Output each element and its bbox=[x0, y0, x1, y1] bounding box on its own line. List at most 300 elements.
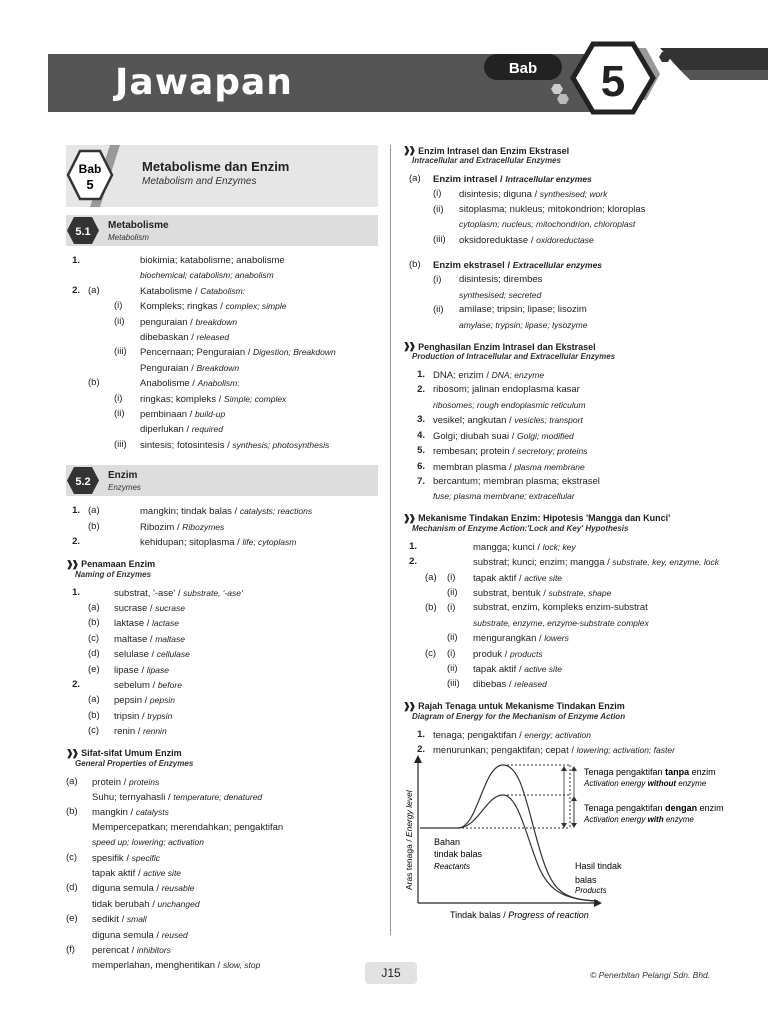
answer-text bbox=[140, 422, 223, 437]
answer-ms: oksidoreduktase / bbox=[459, 234, 537, 246]
answer-text bbox=[473, 571, 562, 586]
answer-ms: DNA; enzim / bbox=[433, 370, 492, 382]
answer-line bbox=[66, 821, 378, 835]
section-5-1-answers bbox=[66, 254, 378, 453]
answer-ms: sedikit / bbox=[92, 914, 127, 926]
answer-line bbox=[403, 677, 748, 692]
item-number bbox=[66, 392, 88, 407]
production-answers bbox=[403, 368, 748, 505]
answer-line bbox=[66, 805, 378, 820]
answer-ms: tenaga; pengaktifan / bbox=[433, 729, 525, 741]
item-label bbox=[66, 821, 92, 835]
item-roman: (i) bbox=[447, 571, 456, 583]
item-label: (e) bbox=[66, 913, 78, 925]
answer-en: unchanged bbox=[157, 898, 200, 909]
item-roman bbox=[114, 504, 140, 519]
answer-text bbox=[114, 678, 182, 693]
label-without-enzyme: Tenaga pengaktifan tanpa enzim bbox=[584, 767, 716, 777]
answer-text bbox=[473, 555, 719, 570]
item-number: 2. bbox=[72, 678, 80, 690]
item-roman bbox=[447, 540, 473, 555]
answer-ms: menurunkan; pengaktifan; cepat / bbox=[433, 745, 577, 757]
section-5-1-header bbox=[66, 215, 378, 246]
answer-en: products bbox=[509, 648, 543, 659]
item-number bbox=[66, 361, 88, 376]
answer-ms: penguraian / bbox=[140, 316, 196, 328]
item-letter: (a) bbox=[425, 571, 437, 583]
answer-line bbox=[66, 422, 378, 437]
item-letter bbox=[88, 254, 114, 268]
item-letter bbox=[88, 678, 114, 693]
answer-line bbox=[66, 284, 378, 299]
item-label: 7. bbox=[417, 475, 425, 487]
answer-line bbox=[403, 728, 748, 743]
answer-text bbox=[433, 429, 574, 444]
chapter-box bbox=[66, 145, 378, 207]
answer-ms: substrat; kunci; enzim; mangga / bbox=[473, 557, 613, 569]
answer-en: Intracellular enzymes bbox=[505, 174, 592, 184]
answer-text bbox=[92, 775, 159, 790]
item-letter: (a) bbox=[409, 173, 421, 184]
answer-text bbox=[114, 601, 185, 616]
item-letter: (d) bbox=[88, 648, 100, 660]
answer-line bbox=[66, 268, 378, 283]
answer-text bbox=[114, 647, 190, 662]
answer-line bbox=[403, 398, 748, 413]
item-letter bbox=[425, 586, 447, 601]
answer-line bbox=[66, 943, 378, 958]
answer-ms: Katabolisme / bbox=[140, 285, 201, 297]
item-number bbox=[66, 693, 88, 708]
answer-ms: sintesis; fotosintesis / bbox=[140, 439, 233, 451]
answer-ms: sitoplasma; nukleus; mitokondrion; kloroplas bbox=[459, 203, 646, 215]
answer-line bbox=[403, 203, 748, 217]
answer-en: secretory; proteins bbox=[517, 446, 588, 457]
item-label: 2. bbox=[417, 384, 425, 396]
section-title: Enzim bbox=[108, 470, 138, 482]
answer-text bbox=[114, 663, 169, 678]
answer-en: Extracellular enzymes bbox=[512, 260, 603, 271]
answer-text bbox=[92, 821, 283, 835]
svg-text:5: 5 bbox=[86, 177, 94, 192]
answer-text bbox=[433, 460, 585, 475]
answer-en: lactase bbox=[152, 618, 179, 629]
answer-line bbox=[66, 407, 378, 422]
answer-text bbox=[473, 647, 543, 662]
energy-diagram bbox=[398, 755, 758, 930]
item-roman: (ii) bbox=[433, 203, 444, 215]
answer-line bbox=[66, 330, 378, 345]
item-letter bbox=[425, 662, 447, 677]
item-label: (a) bbox=[66, 775, 78, 787]
answer-en: substrate, enzyme, enzyme-substrate complex bbox=[473, 617, 649, 628]
answer-line bbox=[66, 616, 378, 631]
svg-text:5.2: 5.2 bbox=[75, 476, 91, 489]
item-number bbox=[403, 571, 425, 586]
answer-line bbox=[66, 928, 378, 943]
item-number bbox=[66, 422, 88, 437]
svg-text:5.1: 5.1 bbox=[75, 226, 91, 238]
answer-ms: disintesis; dirembes bbox=[459, 274, 543, 286]
answer-ms: ribosom; jalinan endoplasma kasar bbox=[433, 384, 580, 396]
chapter-subtitle: Metabolism and Enzymes bbox=[142, 176, 257, 187]
answer-line bbox=[66, 438, 378, 453]
answer-ms: pembinaan / bbox=[140, 409, 195, 421]
answer-text bbox=[92, 958, 260, 973]
answer-line bbox=[66, 663, 378, 678]
item-number bbox=[66, 438, 88, 453]
item-number bbox=[66, 376, 88, 391]
answer-ms: disintesis; diguna / bbox=[459, 189, 540, 201]
answer-text bbox=[92, 835, 204, 850]
answer-ms: biokimia; katabolisme; anabolisme bbox=[140, 255, 285, 266]
svg-text:Bab: Bab bbox=[78, 162, 102, 176]
answer-ms: Penguraian / bbox=[140, 362, 197, 374]
item-letter bbox=[425, 555, 447, 570]
answer-ms: Pencernaan; Penguraian / bbox=[140, 347, 254, 359]
item-label: (b) bbox=[66, 806, 78, 818]
answer-en: temperature; denatured bbox=[173, 791, 263, 802]
item-label bbox=[66, 866, 92, 881]
item-label bbox=[66, 897, 92, 912]
item-roman bbox=[447, 555, 473, 570]
answer-text bbox=[114, 616, 179, 631]
item-number bbox=[66, 709, 88, 724]
item-number bbox=[66, 601, 88, 616]
answer-text bbox=[473, 586, 611, 601]
page-title: Jawapan bbox=[115, 62, 293, 103]
answer-line bbox=[403, 273, 748, 287]
answer-en: substrate, shape bbox=[548, 587, 612, 598]
answer-ms: spesifik / bbox=[92, 852, 132, 864]
answer-en: before bbox=[157, 679, 182, 690]
item-roman: (ii) bbox=[433, 304, 444, 316]
item-letter bbox=[88, 407, 114, 422]
answer-ms: perencat / bbox=[92, 945, 137, 957]
answer-text bbox=[140, 315, 237, 330]
item-number: 1. bbox=[409, 540, 417, 552]
item-number: 1. bbox=[72, 505, 80, 517]
answer-en: pepsin bbox=[149, 695, 175, 706]
answer-line bbox=[66, 897, 378, 912]
answer-text bbox=[140, 535, 296, 550]
answer-ms: Ribozim / bbox=[140, 521, 183, 533]
item-letter bbox=[88, 422, 114, 437]
products-label: Hasil tindak bbox=[575, 861, 622, 871]
item-letter: (b) bbox=[88, 520, 100, 532]
answer-text bbox=[140, 438, 329, 453]
answer-text bbox=[433, 383, 580, 397]
answer-text bbox=[114, 724, 167, 739]
answer-en: Anabolism: bbox=[197, 378, 240, 389]
answer-ms: dibebaskan / bbox=[140, 332, 197, 344]
answer-text bbox=[92, 805, 169, 820]
item-letter bbox=[88, 361, 114, 376]
item-label: 5. bbox=[417, 445, 425, 457]
answer-en: substrate, key, enzyme, lock bbox=[612, 557, 720, 568]
answer-ms: amilase; tripsin; lipase; lisozim bbox=[459, 304, 587, 316]
answer-ms: Golgi; diubah suai / bbox=[433, 430, 517, 442]
answer-en: breakdown bbox=[195, 316, 238, 327]
item-letter bbox=[88, 392, 114, 407]
answer-line bbox=[66, 881, 378, 896]
answer-line bbox=[66, 504, 378, 519]
answer-text bbox=[459, 217, 635, 232]
answer-line bbox=[66, 632, 378, 647]
answer-text bbox=[473, 631, 569, 646]
answer-ms: pepsin / bbox=[114, 695, 150, 707]
mechanism-answers bbox=[403, 540, 748, 693]
naming-heading: ❱❱ Penamaan Enzim Naming of Enzymes bbox=[66, 558, 156, 579]
answer-en: required bbox=[191, 424, 223, 435]
right-column bbox=[403, 145, 748, 759]
answer-text bbox=[459, 203, 645, 217]
answer-line bbox=[403, 444, 748, 459]
answer-en: complex; simple bbox=[225, 301, 287, 312]
item-letter bbox=[88, 586, 114, 601]
answer-line bbox=[403, 475, 748, 489]
answer-ms: bercantum; membran plasma; ekstrasel bbox=[433, 475, 600, 487]
answer-en: fuse; plasma membrane; extracellular bbox=[433, 491, 575, 502]
answer-en: proteins bbox=[128, 776, 160, 787]
answer-text bbox=[92, 790, 262, 805]
item-roman: (i) bbox=[433, 274, 442, 286]
answer-line bbox=[403, 662, 748, 677]
answer-line bbox=[403, 288, 748, 303]
answer-ms: tapak aktif / bbox=[473, 663, 525, 675]
answer-line bbox=[66, 958, 378, 973]
answer-text bbox=[473, 616, 649, 631]
answer-line bbox=[66, 866, 378, 881]
properties-heading: ❱❱ Sifat-sifat Umum Enzim General Properties of Enzymes bbox=[66, 747, 194, 768]
item-letter: (c) bbox=[425, 647, 437, 659]
item-letter: (b) bbox=[409, 259, 421, 271]
item-letter: (a) bbox=[88, 505, 100, 517]
label-with-enzyme: Tenaga pengaktifan dengan enzim bbox=[584, 803, 724, 813]
answer-en: lowers bbox=[544, 633, 569, 644]
answer-line bbox=[403, 647, 748, 662]
answer-line bbox=[66, 586, 378, 601]
item-number bbox=[403, 631, 425, 646]
item-letter: (b) bbox=[88, 377, 100, 389]
answer-en: small bbox=[126, 914, 147, 925]
item-number bbox=[66, 663, 88, 678]
answer-en: active site bbox=[524, 663, 563, 674]
energy-answers bbox=[403, 728, 748, 759]
answer-ms: mangkin / bbox=[92, 807, 136, 819]
answer-ms: dibebas / bbox=[473, 679, 515, 691]
production-heading: ❱❱ Penghasilan Enzim Intrasel dan Ekstrasel Production of Intracellular and Extracellular Enzymes bbox=[403, 341, 616, 362]
answer-en: synthesised; work bbox=[539, 189, 608, 200]
answer-en: ribosomes; rough endoplasmic reticulum bbox=[433, 399, 586, 410]
item-label: 2. bbox=[417, 744, 425, 756]
answer-en: inhibitors bbox=[136, 945, 171, 956]
answer-text bbox=[92, 928, 188, 943]
answer-text bbox=[140, 268, 274, 283]
item-letter: (b) bbox=[88, 617, 100, 629]
answer-ms: Enzim intrasel / bbox=[433, 174, 506, 185]
answer-ms: mengurangkan / bbox=[473, 633, 545, 645]
section-subtitle: Metabolism bbox=[108, 233, 149, 242]
answer-line bbox=[66, 647, 378, 662]
item-label: 3. bbox=[417, 414, 425, 426]
item-roman bbox=[114, 361, 140, 376]
answer-line bbox=[66, 315, 378, 330]
answer-line bbox=[66, 709, 378, 724]
answer-ms: tidak berubah / bbox=[92, 898, 158, 910]
answer-line bbox=[403, 303, 748, 317]
answer-line bbox=[66, 392, 378, 407]
answer-ms: tapak aktif / bbox=[473, 572, 525, 584]
item-number: 2. bbox=[72, 536, 80, 548]
item-roman bbox=[114, 520, 140, 535]
answer-en: maltase bbox=[155, 633, 185, 644]
item-number bbox=[403, 647, 425, 662]
answer-text bbox=[433, 172, 592, 187]
answer-ms: sucrase / bbox=[114, 602, 156, 614]
answer-text bbox=[473, 601, 648, 615]
answer-text bbox=[433, 475, 600, 489]
answer-en: catalysts bbox=[135, 807, 169, 818]
item-number bbox=[66, 632, 88, 647]
item-number bbox=[66, 299, 88, 314]
item-number bbox=[403, 677, 425, 692]
item-letter bbox=[88, 535, 114, 550]
item-number bbox=[66, 345, 88, 360]
item-roman bbox=[114, 422, 140, 437]
column-divider bbox=[390, 145, 391, 935]
svg-text:Products: Products bbox=[575, 886, 607, 895]
properties-answers bbox=[66, 775, 378, 974]
answer-line bbox=[66, 724, 378, 739]
answer-text bbox=[92, 897, 200, 912]
page-number: J15 bbox=[365, 962, 417, 984]
item-number bbox=[403, 662, 425, 677]
answer-en: active site bbox=[524, 572, 563, 583]
answer-ms: kehidupan; sitoplasma / bbox=[140, 537, 243, 549]
item-roman: (ii) bbox=[114, 408, 125, 420]
answer-text bbox=[140, 361, 239, 376]
item-letter: (b) bbox=[425, 602, 437, 614]
answer-text bbox=[114, 693, 175, 708]
item-roman: (iii) bbox=[114, 438, 127, 450]
left-column bbox=[66, 145, 378, 974]
answer-en: Golgi; modified bbox=[516, 430, 574, 441]
answer-en: catalysts; reactions bbox=[239, 506, 313, 517]
energy-heading: ❱❱ Rajah Tenaga untuk Mekanisme Tindakan Enzim Diagram of Energy for the Mechanism of Enzyme Action bbox=[403, 700, 626, 721]
answer-text bbox=[433, 489, 575, 504]
answer-text bbox=[140, 254, 285, 268]
item-number bbox=[403, 601, 425, 615]
item-roman bbox=[433, 288, 459, 303]
answer-line bbox=[66, 912, 378, 927]
item-roman: (ii) bbox=[447, 662, 458, 674]
section-subtitle: Enzymes bbox=[108, 483, 141, 493]
item-letter bbox=[88, 438, 114, 453]
answer-text bbox=[114, 586, 243, 601]
bab-badge bbox=[470, 40, 768, 130]
answer-line bbox=[66, 851, 378, 866]
answer-ms: vesikel; angkutan / bbox=[433, 415, 515, 427]
naming-answers bbox=[66, 586, 378, 740]
item-number bbox=[66, 407, 88, 422]
answer-ms: mangkin; tindak balas / bbox=[140, 506, 240, 518]
item-roman: (ii) bbox=[114, 315, 125, 327]
answer-line bbox=[403, 429, 748, 444]
spacer bbox=[403, 248, 748, 254]
svg-text:Activation energy with enzyme: Activation energy with enzyme bbox=[584, 815, 694, 824]
answer-en: reused bbox=[161, 929, 188, 940]
item-number: 1. bbox=[72, 255, 80, 266]
answer-text bbox=[114, 709, 172, 724]
answer-ms: tripsin / bbox=[114, 710, 148, 722]
answer-line bbox=[403, 489, 748, 504]
answer-line bbox=[66, 376, 378, 391]
answer-en: biochemical; catabolism; anabolism bbox=[140, 270, 274, 281]
answer-ms: Suhu; ternyahasli / bbox=[92, 791, 174, 803]
answer-en: plasma membrane bbox=[514, 461, 585, 472]
svg-text:balas: balas bbox=[575, 875, 597, 885]
answer-text bbox=[92, 866, 181, 881]
item-letter bbox=[425, 677, 447, 692]
item-roman: (i) bbox=[433, 188, 442, 200]
item-roman bbox=[114, 535, 140, 550]
item-roman bbox=[114, 254, 140, 268]
answer-line bbox=[66, 299, 378, 314]
answer-line bbox=[403, 217, 748, 232]
item-letter bbox=[88, 345, 114, 360]
chapter-title: Metabolisme dan Enzim bbox=[142, 159, 290, 174]
svg-text:tindak balas: tindak balas bbox=[434, 849, 483, 859]
item-label: 6. bbox=[417, 460, 425, 472]
answer-ms: lipase / bbox=[114, 664, 147, 676]
answer-ms: sebelum / bbox=[114, 679, 158, 691]
answer-text bbox=[140, 392, 286, 407]
item-roman: (i) bbox=[447, 647, 456, 659]
copyright: © Penerbitan Pelangi Sdn. Bhd. bbox=[590, 970, 711, 980]
item-label bbox=[403, 398, 433, 413]
answer-en: DNA; enzyme bbox=[491, 370, 545, 381]
answer-text bbox=[433, 368, 544, 383]
answer-en: sucrase bbox=[155, 602, 185, 613]
item-letter bbox=[425, 540, 447, 555]
answer-text bbox=[140, 407, 225, 422]
answer-line bbox=[403, 258, 748, 273]
answer-text bbox=[433, 258, 602, 273]
answer-line bbox=[66, 520, 378, 535]
answer-ms: selulase / bbox=[114, 649, 157, 661]
item-number: 2. bbox=[409, 556, 417, 568]
item-roman: (i) bbox=[447, 602, 456, 614]
item-roman bbox=[114, 376, 140, 391]
item-number bbox=[66, 330, 88, 345]
item-label: 4. bbox=[417, 429, 425, 441]
item-roman bbox=[114, 268, 140, 283]
answer-en: released bbox=[196, 332, 230, 343]
item-roman: (i) bbox=[114, 392, 123, 404]
answer-en: specific bbox=[131, 852, 160, 863]
item-roman: (i) bbox=[114, 300, 123, 312]
section-hex-icon bbox=[66, 216, 100, 245]
answer-ms: protein / bbox=[92, 776, 129, 788]
answer-ms: Kompleks; ringkas / bbox=[140, 301, 226, 313]
answer-ms: substrat, '-ase' / bbox=[114, 587, 184, 599]
answer-text bbox=[433, 728, 591, 743]
item-number bbox=[66, 616, 88, 631]
section-title: Metabolisme bbox=[108, 220, 169, 231]
bab-label: Bab bbox=[508, 60, 538, 77]
answer-en: slow, stop bbox=[222, 960, 261, 971]
